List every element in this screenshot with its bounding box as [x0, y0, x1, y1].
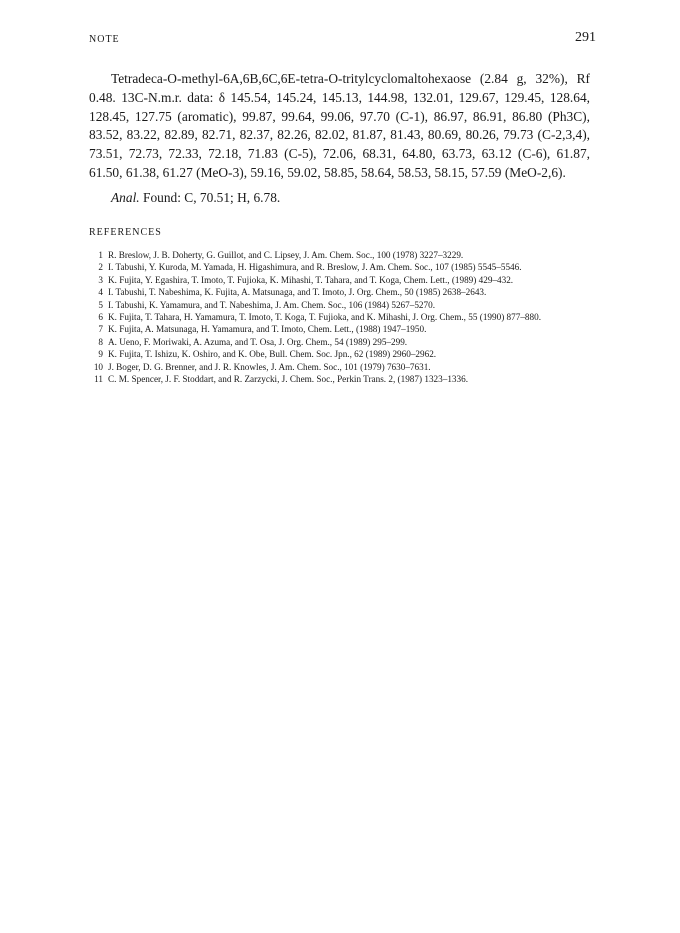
- reference-text: R. Breslow, J. B. Doherty, G. Guillot, and C. Lipsey, J. Am. Chem. Soc., 100 (1978) 3227–3229.: [108, 250, 464, 260]
- reference-text: I. Tabushi, K. Yamamura, and T. Nabeshima, J. Am. Chem. Soc., 106 (1984) 5267–5270.: [108, 299, 436, 310]
- reference-item: [89, 261, 594, 273]
- reference-item: [89, 286, 594, 298]
- reference-number: 7: [98, 324, 103, 335]
- reference-item: [89, 311, 594, 323]
- reference-item: [89, 274, 594, 286]
- reference-text: I. Tabushi, Y. Kuroda, M. Yamada, H. Higashimura, and R. Breslow, J. Am. Chem. Soc., 107 (1985) 5545–5546.: [108, 262, 522, 273]
- reference-number: 3: [98, 274, 103, 285]
- reference-text: C. M. Spencer, J. F. Stoddart, and R. Zarzycki, J. Chem. Soc., Perkin Trans. 2, (1987) 1323–1336.: [108, 374, 468, 385]
- reference-item: [89, 373, 594, 385]
- body-text: [89, 70, 590, 208]
- page-number: 291: [575, 30, 596, 45]
- reference-text: K. Fujita, T. Ishizu, K. Oshiro, and K. Obe, Bull. Chem. Soc. Jpn., 62 (1989) 2960–2962.: [108, 349, 437, 360]
- reference-item: [89, 361, 594, 373]
- reference-number: 5: [98, 299, 103, 310]
- reference-number: 6: [98, 312, 103, 323]
- reference-item: [89, 336, 594, 348]
- reference-number: 9: [98, 349, 103, 360]
- reference-item: [89, 323, 594, 335]
- reference-text: K. Fujita, A. Matsunaga, H. Yamamura, and T. Imoto, Chem. Lett., (1988) 1947–1950.: [108, 324, 427, 335]
- reference-list: [89, 249, 594, 385]
- reference-text: I. Tabushi, T. Nabeshima, K. Fujita, A. Matsunaga, and T. Imoto, J. Org. Chem., 50 (1985) 2638–2643.: [108, 287, 487, 298]
- reference-number: 1: [98, 250, 103, 260]
- analysis-label: Anal.: [111, 189, 140, 205]
- reference-text: A. Ueno, F. Moriwaki, A. Azuma, and T. Osa, J. Org. Chem., 54 (1989) 295–299.: [108, 336, 408, 347]
- reference-number: 8: [98, 336, 103, 347]
- reference-text: J. Boger, D. G. Brenner, and J. R. Knowles, J. Am. Chem. Soc., 101 (1979) 7630–7631.: [108, 361, 431, 372]
- reference-item: [89, 348, 594, 360]
- compound-data-paragraph: Tetradeca-O-methyl-6A,6B,6C,6E-tetra-O-tritylcyclomaltohexaose (2.84 g, 32%), Rf 0.48. 13C-N.m.r. data: δ 145.54, 145.24, 145.13, 144.98, 132.01, 129.67, 129.45, 128.64, 128.45, 127.75 (aromatic), 99.87, 99.64, 99.06, 97.70 (C-1), 86.97, 86.91, 86.80 (Ph3C), 83.52, 83.22, 82.89, 82.71, 82.37, 82.26, 82.02, 81.87, 81.43, 80.69, 80.26, 79.73 (C-2,3,4), 73.51, 72.73, 72.33, 72.18, 71.83 (C-5), 72.06, 68.31, 64.80, 63.73, 63.12 (C-6), 61.87, 61.50, 61.38, 61.27 (MeO-3), 59.16, 59.02, 58.85, 58.64, 58.53, 58.15, 57.59 (MeO-2,6).: [89, 71, 590, 180]
- reference-number: 11: [94, 374, 103, 385]
- reference-text: K. Fujita, T. Tahara, H. Yamamura, T. Imoto, T. Koga, T. Fujioka, and K. Mihashi, J. Org. Chem., 55 (1990) 877–880.: [108, 312, 541, 323]
- reference-number: 10: [93, 361, 103, 372]
- reference-item: [89, 249, 594, 261]
- references-heading: REFERENCES: [89, 227, 162, 238]
- analysis-paragraph: [89, 189, 590, 208]
- reference-number: 2: [98, 262, 103, 273]
- analysis-text: Found: C, 70.51; H, 6.78.: [143, 189, 281, 205]
- reference-text: K. Fujita, Y. Egashira, T. Imoto, T. Fujioka, K. Mihashi, T. Tahara, and T. Koga, Chem. Lett., (1989) 429–432.: [108, 274, 514, 285]
- reference-number: 4: [98, 287, 103, 298]
- running-head: NOTE: [89, 34, 120, 45]
- reference-item: [89, 299, 594, 311]
